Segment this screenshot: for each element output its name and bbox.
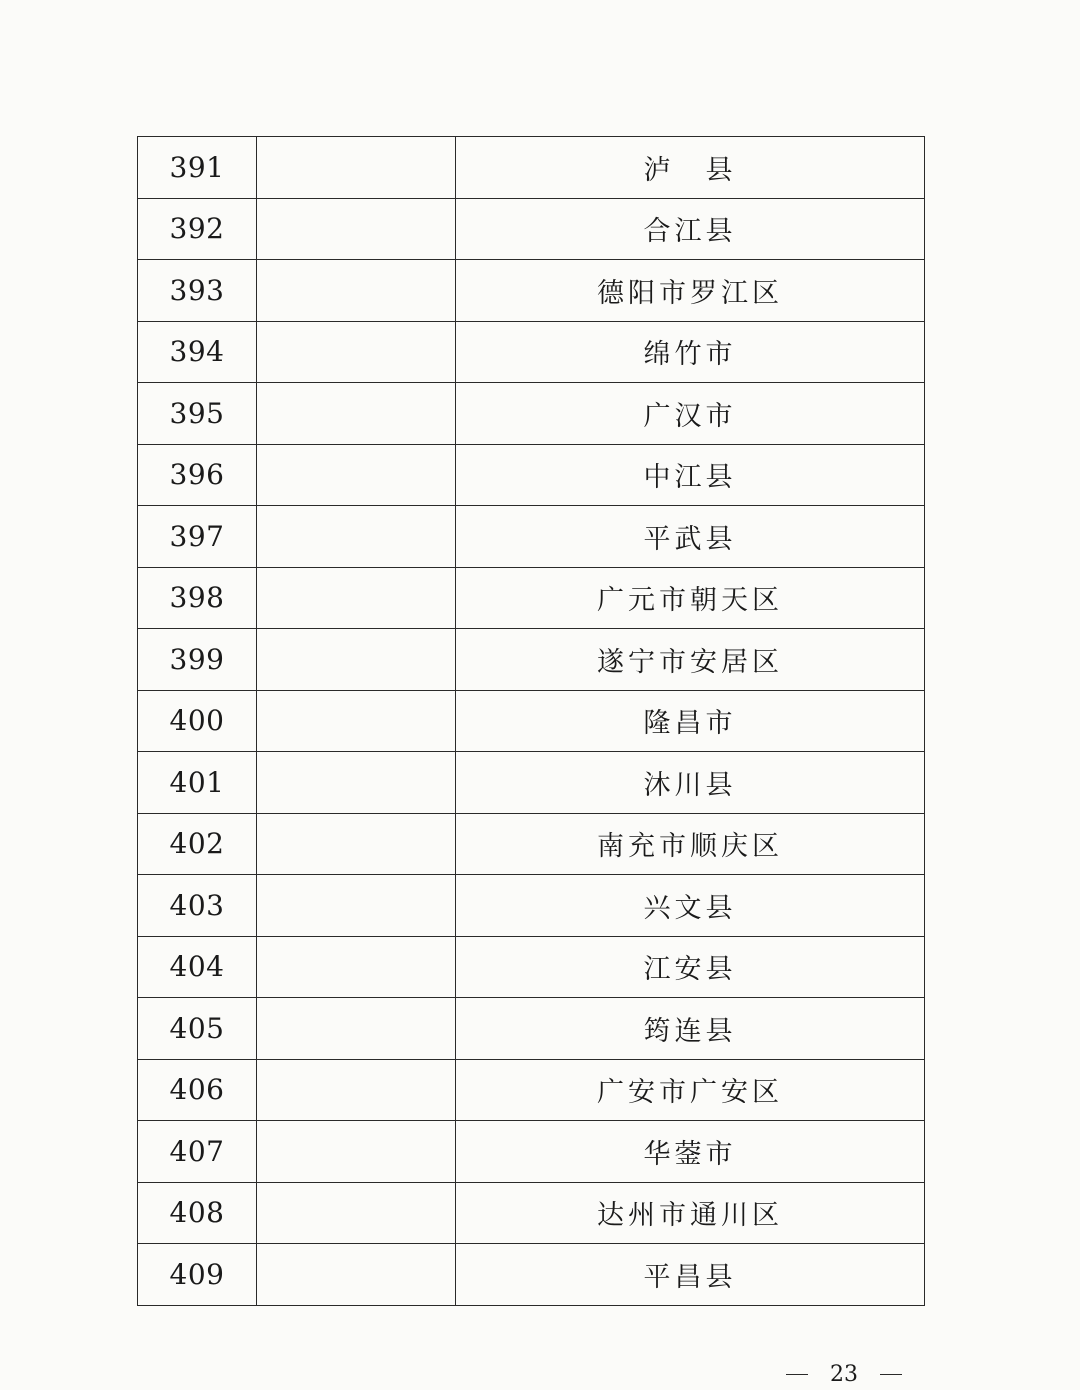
table-row <box>138 260 925 322</box>
table-row <box>138 629 925 691</box>
blank-cell <box>257 752 456 814</box>
table-row <box>138 444 925 506</box>
table-body <box>138 137 925 1306</box>
blank-cell <box>257 260 456 322</box>
table-row <box>138 690 925 752</box>
county-name: 华蓥市 <box>456 1121 925 1183</box>
county-name: 平武县 <box>456 506 925 568</box>
county-name: 兴文县 <box>456 875 925 937</box>
county-name: 江安县 <box>456 936 925 998</box>
row-number: 391 <box>138 137 257 199</box>
table-row <box>138 383 925 445</box>
blank-cell <box>257 936 456 998</box>
county-list-table <box>137 136 925 1306</box>
table-row <box>138 137 925 199</box>
blank-cell <box>257 1121 456 1183</box>
table-row <box>138 752 925 814</box>
table-row <box>138 1059 925 1121</box>
row-number: 407 <box>138 1121 257 1183</box>
row-number: 396 <box>138 444 257 506</box>
row-number: 392 <box>138 198 257 260</box>
county-name: 广汉市 <box>456 383 925 445</box>
page-number: 23 <box>830 1362 858 1387</box>
table-row <box>138 567 925 629</box>
row-number: 399 <box>138 629 257 691</box>
county-name: 广元市朝天区 <box>456 567 925 629</box>
row-number: 406 <box>138 1059 257 1121</box>
row-number: 397 <box>138 506 257 568</box>
county-name: 德阳市罗江区 <box>456 260 925 322</box>
table-row <box>138 813 925 875</box>
county-name: 绵竹市 <box>456 321 925 383</box>
blank-cell <box>257 690 456 752</box>
row-number: 395 <box>138 383 257 445</box>
county-name: 遂宁市安居区 <box>456 629 925 691</box>
county-name: 泸 县 <box>456 137 925 199</box>
table-row <box>138 1244 925 1306</box>
blank-cell <box>257 137 456 199</box>
table-row <box>138 875 925 937</box>
row-number: 402 <box>138 813 257 875</box>
row-number: 394 <box>138 321 257 383</box>
row-number: 400 <box>138 690 257 752</box>
blank-cell <box>257 321 456 383</box>
row-number: 404 <box>138 936 257 998</box>
page-footer <box>786 1362 902 1387</box>
county-name: 隆昌市 <box>456 690 925 752</box>
blank-cell <box>257 1059 456 1121</box>
county-name: 南充市顺庆区 <box>456 813 925 875</box>
table-row <box>138 936 925 998</box>
county-name: 沐川县 <box>456 752 925 814</box>
county-name: 达州市通川区 <box>456 1182 925 1244</box>
county-name: 广安市广安区 <box>456 1059 925 1121</box>
table-row <box>138 1182 925 1244</box>
row-number: 401 <box>138 752 257 814</box>
row-number: 409 <box>138 1244 257 1306</box>
county-name: 合江县 <box>456 198 925 260</box>
row-number: 405 <box>138 998 257 1060</box>
blank-cell <box>257 1244 456 1306</box>
blank-cell <box>257 198 456 260</box>
county-name: 筠连县 <box>456 998 925 1060</box>
blank-cell <box>257 506 456 568</box>
blank-cell <box>257 567 456 629</box>
blank-cell <box>257 444 456 506</box>
blank-cell <box>257 1182 456 1244</box>
blank-cell <box>257 875 456 937</box>
footer-dash-left <box>786 1374 808 1375</box>
blank-cell <box>257 813 456 875</box>
blank-cell <box>257 998 456 1060</box>
table-row <box>138 506 925 568</box>
table-row <box>138 198 925 260</box>
table-row <box>138 998 925 1060</box>
county-name: 平昌县 <box>456 1244 925 1306</box>
row-number: 408 <box>138 1182 257 1244</box>
footer-dash-right <box>880 1374 902 1375</box>
row-number: 393 <box>138 260 257 322</box>
row-number: 403 <box>138 875 257 937</box>
blank-cell <box>257 629 456 691</box>
row-number: 398 <box>138 567 257 629</box>
county-name: 中江县 <box>456 444 925 506</box>
blank-cell <box>257 383 456 445</box>
table-row <box>138 321 925 383</box>
table-row <box>138 1121 925 1183</box>
